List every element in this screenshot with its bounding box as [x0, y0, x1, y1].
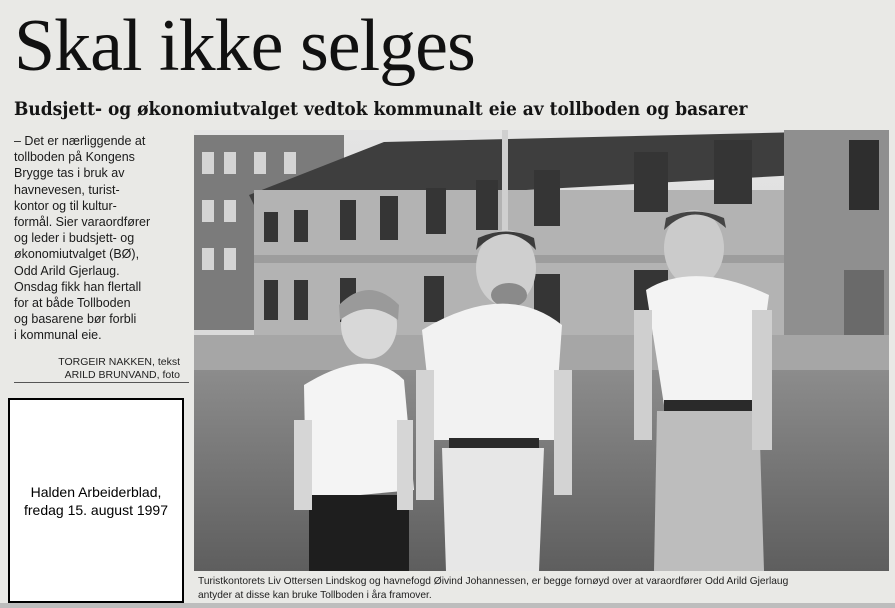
body-line: formål. Sier varaordfører: [14, 215, 151, 230]
body-line: i kommunal eie.: [14, 328, 102, 343]
body-line: for at både Tollboden: [14, 296, 131, 311]
body-line: kontor og til kultur-: [14, 198, 117, 213]
byline-text-credit: TORGEIR NAKKEN, tekst: [58, 356, 180, 368]
photo-caption: [198, 575, 888, 603]
headline: Skal ikke selges: [14, 5, 475, 87]
body-line: Onsdag fikk han flertall: [14, 279, 142, 294]
byline-divider: [14, 382, 189, 383]
body-line: og basarene bør forbli: [14, 312, 137, 327]
body-line: økonomiutvalget (BØ),: [14, 247, 140, 262]
caption-line: antyder at disse kan bruke Tollboden i åra framover.: [198, 590, 432, 601]
body-line: havnevesen, turist-: [14, 182, 120, 197]
body-line: – Det er nærliggende at: [14, 134, 146, 148]
body-line: Brygge tas i bruk av: [14, 166, 125, 181]
article-photo: [194, 130, 889, 571]
body-line: tollboden på Kongens: [14, 150, 135, 165]
source-newspaper: Halden Arbeiderblad,: [30, 483, 162, 500]
photo-illustration: [194, 130, 889, 571]
body-line: Odd Arild Gjerlaug.: [14, 263, 120, 278]
byline: [54, 356, 180, 382]
article-body: [14, 133, 192, 344]
subheadline: Budsjett- og økonomiutvalget vedtok kommunalt eie av tollboden og basarer: [14, 99, 748, 120]
source-date: fredag 15. august 1997: [23, 501, 168, 518]
body-line: og leder i budsjett- og: [14, 231, 135, 246]
bottom-edge: [0, 603, 895, 608]
byline-photo-credit: ARILD BRUNVAND, foto: [64, 369, 180, 381]
caption-line: Turistkontorets Liv Ottersen Lindskog og havnefogd Øivind Johannessen, er begge fornøyd over at varaordfører Odd Arild Gjerlaug: [198, 576, 789, 587]
source-label-box: [8, 398, 184, 603]
